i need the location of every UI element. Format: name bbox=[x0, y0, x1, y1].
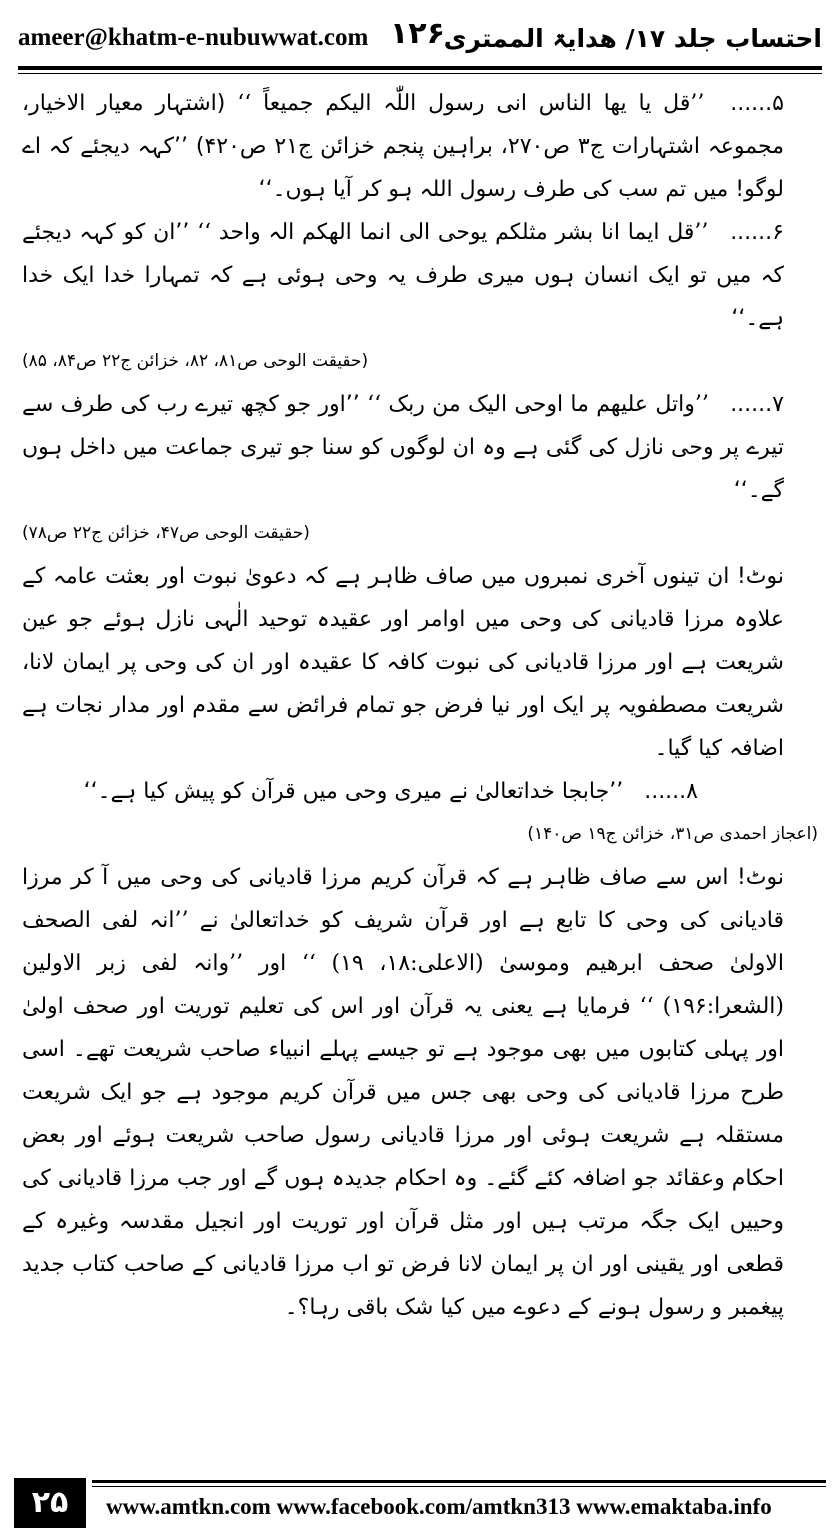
item-7-arabic: ’’واتل علیھم ما اوحی الیک من ربک ‘‘ bbox=[367, 392, 709, 417]
header-book-title: احتساب جلد ۱۷/ ھدایۃ الممتری bbox=[443, 24, 822, 53]
item-6-text: ’’ان کو کہہ دیجئے کہ میں تو ایک انسان ہوں میری طرف یہ وحی ہوئی ہے کہ تمہارا خدا ایک خدا ہے۔‘‘ bbox=[22, 220, 784, 331]
item-8-number: ۸...... bbox=[644, 779, 698, 804]
item-7 bbox=[22, 383, 818, 512]
footer-rule bbox=[92, 1480, 826, 1483]
page-body bbox=[22, 82, 818, 1448]
item-6-arabic: ’’قل ایما انا بشر مثلکم یوحی الی انما الھکم الہ واحد ‘‘ bbox=[197, 220, 709, 245]
item-8-text: ’’جابجا خداتعالیٰ نے میری وحی میں قرآن کو پیش کیا ہے۔‘‘ bbox=[83, 779, 624, 804]
item-6 bbox=[22, 211, 818, 340]
page-header bbox=[18, 10, 822, 64]
footer-rule-thin bbox=[92, 1486, 826, 1487]
item-7-number: ۷...... bbox=[730, 392, 784, 417]
item-6-number: ۶...... bbox=[730, 220, 784, 245]
item-6-reference: (حقیقت الوحی ص۸۱، ۸۲، خزائن ج۲۲ ص۸۴، ۸۵) bbox=[22, 351, 369, 371]
header-email: ameer@khatm-e-nubuwwat.com bbox=[18, 24, 369, 51]
item-7-text: ’’اور جو کچھ تیرے رب کی طرف سے تیرے پر وحی نازل کی گئی ہے وہ ان لوگوں کو سنا جو تیری جماعت میں داخل ہوں گے۔‘‘ bbox=[22, 392, 784, 503]
item-5 bbox=[22, 82, 818, 211]
item-8 bbox=[22, 770, 818, 813]
header-rule-thin bbox=[18, 73, 822, 74]
footer-page-box: ۲۵ bbox=[14, 1478, 86, 1528]
note-2-and: اور bbox=[258, 951, 287, 976]
note-2-arabic-1: ’’انہ لفی الصحف الاولیٰ صحف ابرھیم وموسیٰ (الاعلی:۱۸، ۱۹) ‘‘ bbox=[22, 908, 784, 976]
item-5-number: ۵...... bbox=[730, 91, 784, 116]
header-page-number: ۱۲۶ bbox=[390, 16, 445, 51]
page-footer bbox=[14, 1470, 826, 1532]
note-1: نوٹ! ان تینوں آخری نمبروں میں صاف ظاہر ہے کہ دعویٰ نبوت اور بعثت عامہ کے علاوہ مرزا قادیانی کی وحی میں اوامر اور عقیدہ توحید الٰہی نازل ہوئے جو عین شریعت ہے اور مرزا قادیانی کی نبوت کافہ کا عقیدہ اور ان کی وحی پر ایمان لانا، شریعت مصطفویہ پر ایک اور نیا فرض جو تمام فرائض سے مقدم اور مدار نجات ہے اضافہ کیا گیا۔ bbox=[22, 564, 784, 761]
item-7-reference: (حقیقت الوحی ص۴۷، خزائن ج۲۲ ص۷۸) bbox=[22, 523, 310, 543]
note-2-part2: فرمایا ہے یعنی یہ قرآن اور اس کی تعلیم توریت اور صحف اولیٰ اور پہلی کتابوں میں بھی موجود ہے تو جیسے پہلے انبیاء صاحب شریعت تھے۔ اسی طرح مرزا قادیانی کی وحی بھی جس میں قرآن کریم موجود ہے جو ایک شریعت مستقلہ ہے شریعت ہوئی اور مرزا قادیانی رسول صاحب شریعت ہوئے اور بعض احکام وعقائد جو اضافہ کئے گئے۔ وہ احکام جدیدہ ہوں گے اور جب مرزا قادیانی کی وحییں ایک جگہ مرتب ہیں اور مثل قرآن اور توریت اور انجیل مقدسہ وغیرہ کے قطعی اور یقینی اور ان پر ایمان لانا فرض تو اب مرزا قادیانی کے صاحب کتاب جدید پیغمبر و رسول ہونے کے دعوے میں کیا شک باقی رہا؟۔ bbox=[22, 994, 784, 1320]
item-8-reference: (اعجاز احمدی ص۳۱، خزائن ج۱۹ ص۱۴۰) bbox=[527, 824, 818, 844]
header-rule bbox=[18, 66, 822, 70]
footer-links[interactable]: www.amtkn.com www.facebook.com/amtkn313 www.emaktaba.info bbox=[106, 1494, 772, 1519]
item-5-text: (اشتہار معیار الاخیار، مجموعہ اشتہارات ج۳ ص۲۷۰، براہین پنجم خزائن ج۲۱ ص۴۲۰) ’’کہہ دیجئے کہ اے لوگو! میں تم سب کی طرف رسول اللہ ہو کر آیا ہوں۔‘‘ bbox=[22, 91, 784, 202]
item-5-arabic: ’’قل یا یھا الناس انی رسول اللّٰہ الیکم جمیعاً ‘‘ bbox=[237, 91, 705, 116]
note-2 bbox=[22, 856, 818, 1329]
note-2-arabic-2: ’’وانہ لفی زبر الاولین (الشعرا:۱۹۶) ‘‘ bbox=[22, 951, 785, 1019]
note-2-part1: نوٹ! اس سے صاف ظاہر ہے کہ قرآن کریم مرزا قادیانی کی وحی میں آ کر مرزا قادیانی کی وحی کا تابع ہے اور قرآن شریف کو خداتعالیٰ نے bbox=[22, 865, 785, 933]
